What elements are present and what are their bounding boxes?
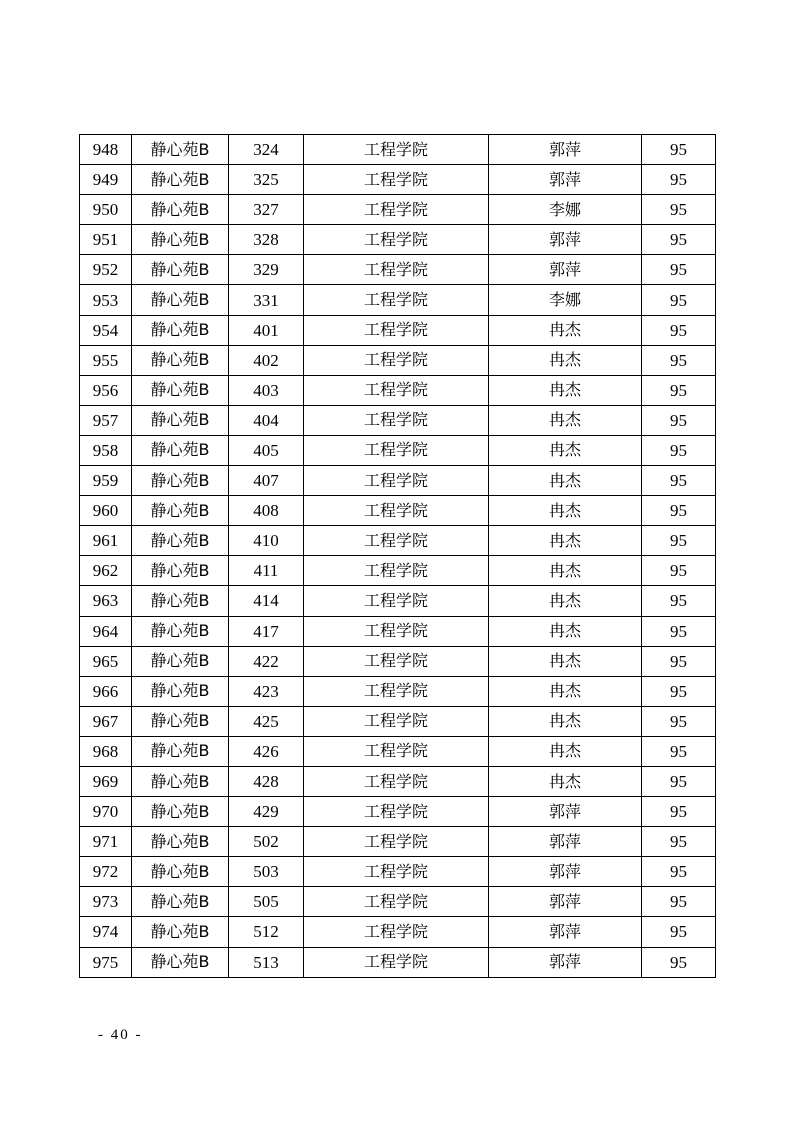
cell-score: 95 xyxy=(642,857,716,887)
cell-counselor: 冉杰 xyxy=(489,466,642,496)
cell-score: 95 xyxy=(642,165,716,195)
cell-counselor: 郭萍 xyxy=(489,165,642,195)
cell-college: 工程学院 xyxy=(304,827,489,857)
cell-counselor: 李娜 xyxy=(489,285,642,315)
cell-building: 静心苑B xyxy=(132,466,229,496)
cell-room: 411 xyxy=(229,556,304,586)
cell-row-number: 960 xyxy=(80,496,132,526)
cell-college: 工程学院 xyxy=(304,255,489,285)
table-body xyxy=(80,135,716,978)
cell-counselor: 郭萍 xyxy=(489,255,642,285)
table-row xyxy=(80,676,716,706)
cell-counselor: 郭萍 xyxy=(489,917,642,947)
cell-row-number: 949 xyxy=(80,165,132,195)
cell-score: 95 xyxy=(642,676,716,706)
table-row xyxy=(80,315,716,345)
cell-room: 404 xyxy=(229,405,304,435)
cell-room: 502 xyxy=(229,827,304,857)
cell-score: 95 xyxy=(642,556,716,586)
cell-college: 工程学院 xyxy=(304,345,489,375)
cell-counselor: 冉杰 xyxy=(489,646,642,676)
cell-college: 工程学院 xyxy=(304,135,489,165)
cell-counselor: 郭萍 xyxy=(489,947,642,977)
cell-score: 95 xyxy=(642,736,716,766)
cell-score: 95 xyxy=(642,496,716,526)
table-row xyxy=(80,646,716,676)
cell-building: 静心苑B xyxy=(132,315,229,345)
cell-room: 401 xyxy=(229,315,304,345)
table-row xyxy=(80,736,716,766)
cell-room: 512 xyxy=(229,917,304,947)
cell-building: 静心苑B xyxy=(132,706,229,736)
table-row xyxy=(80,466,716,496)
cell-building: 静心苑B xyxy=(132,345,229,375)
cell-college: 工程学院 xyxy=(304,375,489,405)
cell-college: 工程学院 xyxy=(304,857,489,887)
table-row xyxy=(80,375,716,405)
cell-row-number: 950 xyxy=(80,195,132,225)
table-row xyxy=(80,496,716,526)
cell-college: 工程学院 xyxy=(304,556,489,586)
cell-counselor: 郭萍 xyxy=(489,857,642,887)
cell-score: 95 xyxy=(642,225,716,255)
cell-score: 95 xyxy=(642,375,716,405)
cell-building: 静心苑B xyxy=(132,586,229,616)
cell-room: 428 xyxy=(229,766,304,796)
cell-score: 95 xyxy=(642,345,716,375)
table-row xyxy=(80,435,716,465)
table-row xyxy=(80,857,716,887)
cell-building: 静心苑B xyxy=(132,405,229,435)
cell-counselor: 冉杰 xyxy=(489,736,642,766)
cell-college: 工程学院 xyxy=(304,797,489,827)
cell-building: 静心苑B xyxy=(132,255,229,285)
table-row xyxy=(80,947,716,977)
cell-counselor: 冉杰 xyxy=(489,496,642,526)
cell-college: 工程学院 xyxy=(304,917,489,947)
cell-room: 426 xyxy=(229,736,304,766)
cell-counselor: 冉杰 xyxy=(489,526,642,556)
cell-college: 工程学院 xyxy=(304,496,489,526)
table-row xyxy=(80,526,716,556)
cell-row-number: 974 xyxy=(80,917,132,947)
cell-score: 95 xyxy=(642,405,716,435)
cell-room: 408 xyxy=(229,496,304,526)
table-row xyxy=(80,797,716,827)
cell-building: 静心苑B xyxy=(132,947,229,977)
cell-score: 95 xyxy=(642,797,716,827)
cell-building: 静心苑B xyxy=(132,797,229,827)
cell-counselor: 郭萍 xyxy=(489,135,642,165)
cell-counselor: 郭萍 xyxy=(489,225,642,255)
cell-row-number: 951 xyxy=(80,225,132,255)
cell-college: 工程学院 xyxy=(304,315,489,345)
cell-building: 静心苑B xyxy=(132,135,229,165)
cell-score: 95 xyxy=(642,135,716,165)
cell-room: 513 xyxy=(229,947,304,977)
cell-row-number: 956 xyxy=(80,375,132,405)
cell-room: 327 xyxy=(229,195,304,225)
table-row xyxy=(80,285,716,315)
cell-college: 工程学院 xyxy=(304,435,489,465)
cell-row-number: 948 xyxy=(80,135,132,165)
dormitory-score-table xyxy=(79,134,716,978)
cell-college: 工程学院 xyxy=(304,526,489,556)
cell-building: 静心苑B xyxy=(132,736,229,766)
cell-college: 工程学院 xyxy=(304,887,489,917)
cell-building: 静心苑B xyxy=(132,676,229,706)
cell-building: 静心苑B xyxy=(132,857,229,887)
table-row xyxy=(80,616,716,646)
cell-row-number: 969 xyxy=(80,766,132,796)
cell-row-number: 966 xyxy=(80,676,132,706)
cell-score: 95 xyxy=(642,887,716,917)
cell-building: 静心苑B xyxy=(132,616,229,646)
cell-counselor: 冉杰 xyxy=(489,345,642,375)
cell-college: 工程学院 xyxy=(304,736,489,766)
cell-building: 静心苑B xyxy=(132,285,229,315)
cell-counselor: 冉杰 xyxy=(489,556,642,586)
cell-college: 工程学院 xyxy=(304,195,489,225)
cell-college: 工程学院 xyxy=(304,586,489,616)
cell-building: 静心苑B xyxy=(132,556,229,586)
cell-counselor: 冉杰 xyxy=(489,616,642,646)
cell-college: 工程学院 xyxy=(304,225,489,255)
cell-counselor: 郭萍 xyxy=(489,797,642,827)
table-row xyxy=(80,827,716,857)
cell-counselor: 郭萍 xyxy=(489,827,642,857)
cell-building: 静心苑B xyxy=(132,375,229,405)
table-row xyxy=(80,586,716,616)
table-row xyxy=(80,706,716,736)
cell-room: 331 xyxy=(229,285,304,315)
cell-counselor: 冉杰 xyxy=(489,766,642,796)
table-row xyxy=(80,405,716,435)
cell-room: 422 xyxy=(229,646,304,676)
cell-row-number: 961 xyxy=(80,526,132,556)
cell-score: 95 xyxy=(642,646,716,676)
cell-row-number: 962 xyxy=(80,556,132,586)
cell-building: 静心苑B xyxy=(132,496,229,526)
table-row xyxy=(80,195,716,225)
table-row xyxy=(80,917,716,947)
cell-college: 工程学院 xyxy=(304,616,489,646)
cell-counselor: 李娜 xyxy=(489,195,642,225)
cell-room: 423 xyxy=(229,676,304,706)
table-row xyxy=(80,165,716,195)
cell-college: 工程学院 xyxy=(304,405,489,435)
cell-building: 静心苑B xyxy=(132,827,229,857)
table-row xyxy=(80,766,716,796)
cell-row-number: 971 xyxy=(80,827,132,857)
table-row xyxy=(80,345,716,375)
cell-room: 405 xyxy=(229,435,304,465)
cell-building: 静心苑B xyxy=(132,165,229,195)
cell-room: 328 xyxy=(229,225,304,255)
cell-row-number: 965 xyxy=(80,646,132,676)
cell-college: 工程学院 xyxy=(304,466,489,496)
cell-row-number: 958 xyxy=(80,435,132,465)
cell-row-number: 964 xyxy=(80,616,132,646)
cell-row-number: 967 xyxy=(80,706,132,736)
cell-score: 95 xyxy=(642,827,716,857)
cell-counselor: 冉杰 xyxy=(489,676,642,706)
cell-counselor: 冉杰 xyxy=(489,586,642,616)
cell-score: 95 xyxy=(642,586,716,616)
cell-score: 95 xyxy=(642,466,716,496)
cell-row-number: 955 xyxy=(80,345,132,375)
cell-counselor: 郭萍 xyxy=(489,887,642,917)
cell-score: 95 xyxy=(642,766,716,796)
cell-room: 503 xyxy=(229,857,304,887)
cell-counselor: 冉杰 xyxy=(489,375,642,405)
cell-score: 95 xyxy=(642,195,716,225)
cell-college: 工程学院 xyxy=(304,676,489,706)
cell-building: 静心苑B xyxy=(132,225,229,255)
cell-room: 329 xyxy=(229,255,304,285)
cell-row-number: 970 xyxy=(80,797,132,827)
cell-room: 410 xyxy=(229,526,304,556)
cell-room: 403 xyxy=(229,375,304,405)
cell-college: 工程学院 xyxy=(304,165,489,195)
table-row xyxy=(80,225,716,255)
cell-score: 95 xyxy=(642,315,716,345)
cell-row-number: 975 xyxy=(80,947,132,977)
cell-building: 静心苑B xyxy=(132,766,229,796)
table-row xyxy=(80,887,716,917)
cell-room: 402 xyxy=(229,345,304,375)
cell-row-number: 963 xyxy=(80,586,132,616)
cell-college: 工程学院 xyxy=(304,646,489,676)
cell-row-number: 968 xyxy=(80,736,132,766)
cell-counselor: 冉杰 xyxy=(489,315,642,345)
cell-row-number: 959 xyxy=(80,466,132,496)
cell-score: 95 xyxy=(642,435,716,465)
cell-room: 324 xyxy=(229,135,304,165)
cell-room: 505 xyxy=(229,887,304,917)
cell-row-number: 954 xyxy=(80,315,132,345)
cell-room: 414 xyxy=(229,586,304,616)
cell-score: 95 xyxy=(642,255,716,285)
cell-college: 工程学院 xyxy=(304,947,489,977)
cell-counselor: 冉杰 xyxy=(489,435,642,465)
cell-building: 静心苑B xyxy=(132,435,229,465)
cell-room: 407 xyxy=(229,466,304,496)
cell-room: 425 xyxy=(229,706,304,736)
cell-counselor: 冉杰 xyxy=(489,405,642,435)
cell-row-number: 953 xyxy=(80,285,132,315)
cell-building: 静心苑B xyxy=(132,887,229,917)
cell-score: 95 xyxy=(642,526,716,556)
cell-score: 95 xyxy=(642,706,716,736)
cell-row-number: 957 xyxy=(80,405,132,435)
cell-building: 静心苑B xyxy=(132,195,229,225)
cell-college: 工程学院 xyxy=(304,706,489,736)
cell-room: 417 xyxy=(229,616,304,646)
cell-row-number: 972 xyxy=(80,857,132,887)
cell-score: 95 xyxy=(642,947,716,977)
table-row xyxy=(80,135,716,165)
cell-room: 325 xyxy=(229,165,304,195)
cell-college: 工程学院 xyxy=(304,285,489,315)
cell-score: 95 xyxy=(642,616,716,646)
cell-building: 静心苑B xyxy=(132,646,229,676)
cell-building: 静心苑B xyxy=(132,526,229,556)
page-number: - 40 - xyxy=(98,1027,143,1043)
cell-score: 95 xyxy=(642,917,716,947)
cell-room: 429 xyxy=(229,797,304,827)
table-row xyxy=(80,255,716,285)
cell-counselor: 冉杰 xyxy=(489,706,642,736)
cell-row-number: 973 xyxy=(80,887,132,917)
cell-row-number: 952 xyxy=(80,255,132,285)
cell-building: 静心苑B xyxy=(132,917,229,947)
table-row xyxy=(80,556,716,586)
cell-college: 工程学院 xyxy=(304,766,489,796)
cell-score: 95 xyxy=(642,285,716,315)
